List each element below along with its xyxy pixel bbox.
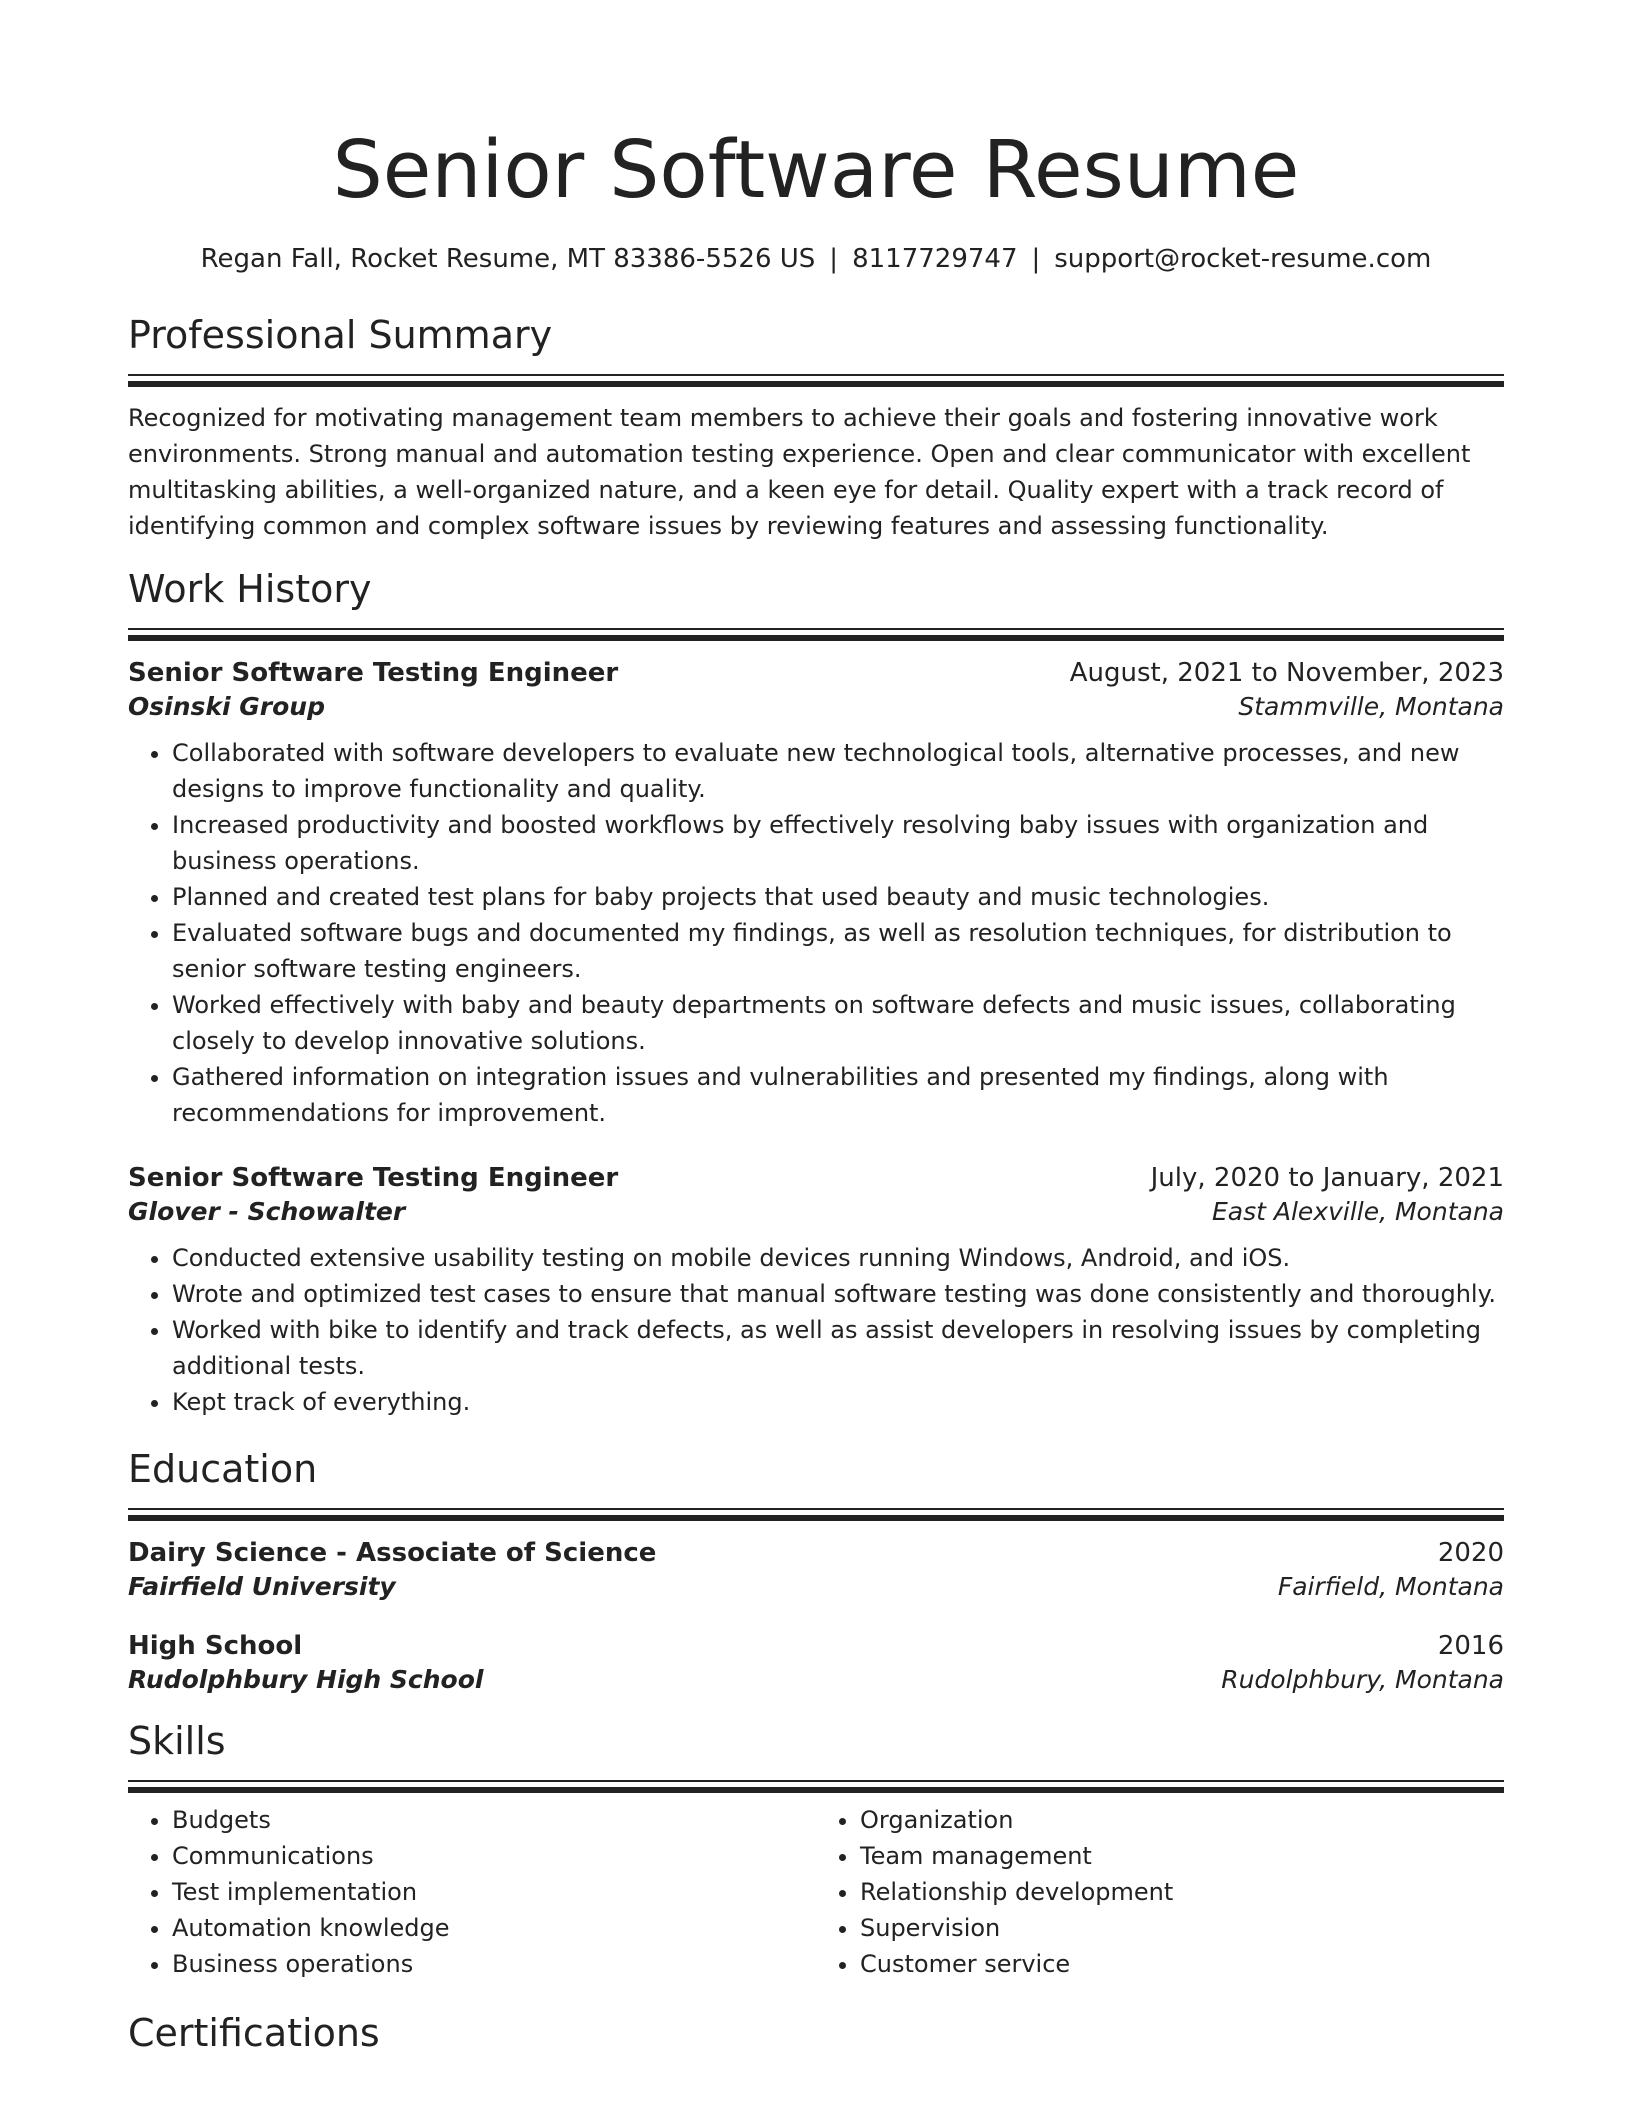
certifications-section: [128, 2010, 1504, 2056]
section-divider: [128, 1508, 1504, 1520]
list-item: • Wrote and optimized test cases to ensure that manual software testing was done consistently and thoroughly.: [172, 1276, 1504, 1312]
job-company: Osinski Group: [128, 692, 325, 721]
skill-item: • Customer service: [860, 1946, 1504, 1982]
education-location: Rudolphbury, Montana: [1221, 1665, 1504, 1694]
work-history-section: [128, 566, 1504, 1420]
education-school: Fairfield University: [128, 1572, 396, 1601]
skill-item: • Budgets: [172, 1802, 816, 1838]
education-location: Fairfield, Montana: [1277, 1572, 1504, 1601]
skill-item: • Relationship development: [860, 1874, 1504, 1910]
list-item: • Kept track of everything.: [172, 1384, 1504, 1420]
job-company: Glover - Schowalter: [128, 1197, 406, 1226]
summary-section: [128, 312, 1504, 544]
job-entry: [128, 1163, 1504, 1420]
skill-item: • Organization: [860, 1802, 1504, 1838]
job-location: Stammville, Montana: [1238, 692, 1504, 721]
skill-item: • Business operations: [172, 1946, 816, 1982]
job-bullets: [128, 735, 1504, 1131]
education-year: 2016: [1437, 1631, 1504, 1661]
skill-item: • Automation knowledge: [172, 1910, 816, 1946]
section-divider: [128, 1780, 1504, 1792]
resume-title: Senior Software Resume: [332, 124, 1300, 216]
job-title: Senior Software Testing Engineer: [128, 658, 619, 688]
skill-item: • Communications: [172, 1838, 816, 1874]
summary-text: Recognized for motivating management team members to achieve their goals and fostering innovative work environments. Strong manual and automation testing experience. Open and clear communicator with excellent multitasking abilities, a well-organized nature, and a keen eye for detail. Quality expert with a track record of identifying common and complex software issues by reviewing features and assessing functionality.: [128, 404, 1471, 540]
education-entry: [128, 1538, 1504, 1601]
list-item: • Increased productivity and boosted workflows by effectively resolving baby issues with organization and business operations.: [172, 807, 1504, 879]
job-bullets: [128, 1240, 1504, 1420]
education-school: Rudolphbury High School: [128, 1665, 484, 1694]
list-item: • Gathered information on integration issues and vulnerabilities and presented my findings, along with recommendations for improvement.: [172, 1059, 1504, 1131]
job-dates: August, 2021 to November, 2023: [1069, 658, 1504, 688]
contact-line: [128, 242, 1504, 276]
section-heading-summary: Professional Summary: [128, 313, 553, 357]
list-item: • Evaluated software bugs and documented my findings, as well as resolution techniques, for distribution to senior software testing engineers.: [172, 915, 1504, 987]
job-title: Senior Software Testing Engineer: [128, 1163, 619, 1193]
skills-columns: [128, 1802, 1504, 1982]
list-item: • Collaborated with software developers to evaluate new technological tools, alternative processes, and new designs to improve functionality and quality.: [172, 735, 1504, 807]
skill-item: • Team management: [860, 1838, 1504, 1874]
contact-address: Regan Fall, Rocket Resume, MT 83386-5526 US: [200, 244, 816, 274]
section-divider: [128, 374, 1504, 386]
skill-item: • Supervision: [860, 1910, 1504, 1946]
education-section: [128, 1446, 1504, 1694]
section-heading-certifications: Certifications: [128, 2011, 380, 2055]
skills-list-right: [816, 1802, 1504, 1982]
job-dates: July, 2020 to January, 2021: [1150, 1163, 1504, 1193]
education-year: 2020: [1437, 1538, 1504, 1568]
list-item: • Worked with bike to identify and track defects, as well as assist developers in resolving issues by completing additional tests.: [172, 1312, 1504, 1384]
job-entry: [128, 658, 1504, 1131]
list-item: • Conducted extensive usability testing on mobile devices running Windows, Android, and iOS.: [172, 1240, 1504, 1276]
contact-phone: 8117729747: [852, 244, 1018, 274]
contact-email: support@rocket-resume.com: [1054, 244, 1432, 274]
skills-section: [128, 1718, 1504, 1982]
contact-separator: |: [829, 244, 839, 274]
education-degree: High School: [128, 1631, 303, 1661]
section-heading-skills: Skills: [128, 1719, 226, 1763]
section-divider: [128, 628, 1504, 640]
skills-list-left: [128, 1802, 816, 1982]
section-heading-education: Education: [128, 1447, 318, 1491]
contact-separator: |: [1031, 244, 1041, 274]
section-heading-work: Work History: [128, 567, 372, 611]
skill-item: • Test implementation: [172, 1874, 816, 1910]
list-item: • Planned and created test plans for baby projects that used beauty and music technologies.: [172, 879, 1504, 915]
education-entry: [128, 1631, 1504, 1694]
education-degree: Dairy Science - Associate of Science: [128, 1538, 657, 1568]
list-item: • Worked effectively with baby and beauty departments on software defects and music issues, collaborating closely to develop innovative solutions.: [172, 987, 1504, 1059]
job-location: East Alexville, Montana: [1211, 1197, 1504, 1226]
